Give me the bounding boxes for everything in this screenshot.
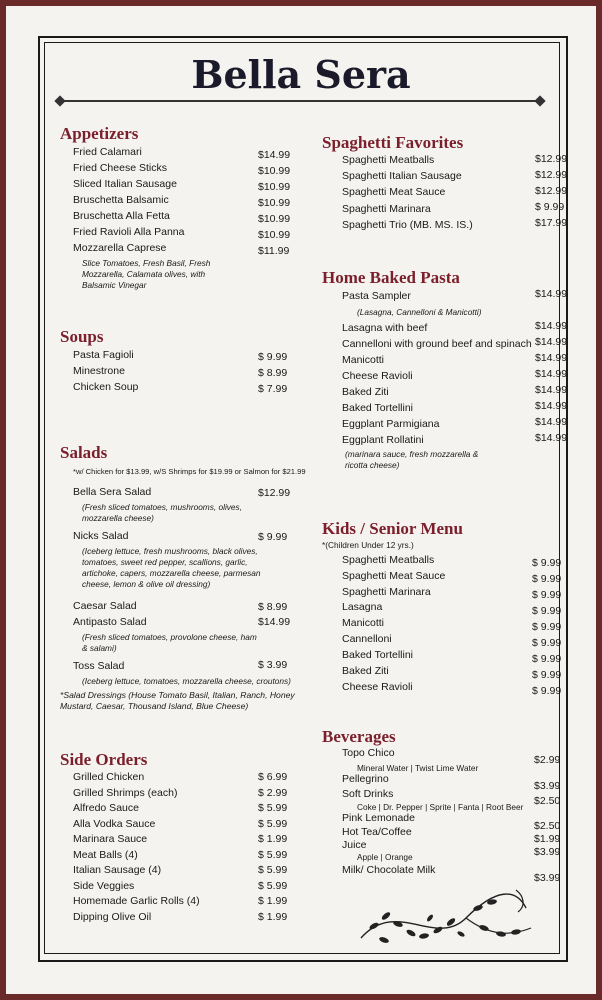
menu-item-name: Baked Tortellini (342, 402, 414, 414)
menu-item-price: $ 2.99 (258, 787, 288, 799)
menu-item-price: $ 9.99 (532, 589, 562, 601)
menu-item-name: Bella Sera Salad (73, 486, 152, 498)
menu-item-price: $10.99 (258, 197, 291, 209)
kids-age-note: *(Children Under 12 yrs.) (322, 540, 414, 550)
menu-item-name: Baked Ziti (342, 386, 389, 398)
menu-item-name: Spaghetti Marinara (342, 203, 431, 215)
menu-item-description: Mineral Water | Twist Lime Water (357, 763, 479, 773)
menu-item-price: $ 9.99 (532, 605, 562, 617)
menu-item-name: Minestrone (73, 365, 125, 377)
menu-item-price: $ 9.99 (258, 531, 288, 543)
section-heading-kids-senior-menu: Kids / Senior Menu (322, 519, 463, 538)
menu-item-name: Manicotti (342, 617, 385, 629)
menu-item-price: $14.99 (535, 384, 568, 396)
menu-item-price: $ 5.99 (258, 880, 288, 892)
menu-item-name: Spaghetti Meatballs (342, 154, 435, 166)
menu-item-name: Homemade Garlic Rolls (4) (73, 895, 200, 907)
menu-item-name: Caesar Salad (73, 600, 137, 612)
menu-item-name: Toss Salad (73, 660, 125, 672)
menu-item-name: Sliced Italian Sausage (73, 178, 177, 190)
menu-item-price: $14.99 (535, 432, 568, 444)
menu-item-price: $14.99 (535, 368, 568, 380)
section-heading-side-orders: Side Orders (60, 750, 148, 769)
menu-item-price: $ 6.99 (258, 771, 288, 783)
menu-item-name: Spaghetti Italian Sausage (342, 170, 462, 182)
menu-item-price: $ 9.99 (535, 201, 565, 213)
menu-item-price: $ 9.99 (258, 351, 288, 363)
menu-item-name: Hot Tea/Coffee (342, 826, 412, 838)
menu-item-description: Slice Tomatoes, Fresh Basil, Fresh Mozzarella, Calamata olives, with Balsamic Vinegar (82, 258, 211, 290)
menu-item-name: Spaghetti Marinara (342, 586, 431, 598)
menu-item-name: Alla Vodka Sauce (73, 818, 156, 830)
menu-item-price: $2.50 (534, 795, 561, 807)
salad-addon-note: *w/ Chicken for $13.99, w/S Shrimps for $19.99 or Salmon for $21.99 (73, 467, 306, 476)
menu-item-name: Manicotti (342, 354, 385, 366)
menu-item-name: Bruschetta Balsamic (73, 194, 169, 206)
menu-item-description: Apple | Orange (357, 852, 413, 862)
menu-item-name: Marinara Sauce (73, 833, 148, 845)
menu-item-price: $ 9.99 (532, 637, 562, 649)
menu-item-name: Mozzarella Caprese (73, 242, 167, 254)
menu-item-price: $ 3.99 (258, 659, 288, 671)
menu-item-price: $ 1.99 (258, 895, 288, 907)
menu-item-price: $ 9.99 (532, 621, 562, 633)
menu-item-price: $11.99 (258, 245, 290, 257)
menu-item-price: $ 8.99 (258, 367, 288, 379)
menu-item-name: Milk/ Chocolate Milk (342, 864, 436, 876)
menu-item-description: (Lasagna, Cannelloni & Manicotti) (357, 307, 482, 317)
menu-item-price: $12.99 (535, 169, 568, 181)
menu-item-price: $ 8.99 (258, 601, 288, 613)
title-divider (60, 100, 540, 102)
menu-item-price: $ 9.99 (532, 685, 562, 697)
menu-item-price: $14.99 (258, 616, 291, 628)
menu-item-name: Dipping Olive Oil (73, 911, 152, 923)
menu-item-description: Coke | Dr. Pepper | Sprite | Fanta | Root Beer (357, 802, 524, 812)
menu-item-name: Antipasto Salad (73, 616, 147, 628)
section-heading-salads: Salads (60, 443, 108, 462)
menu-item-name: Eggplant Rollatini (342, 434, 424, 446)
menu-item-price: $17.99 (535, 217, 568, 229)
menu-item-name: Side Veggies (73, 880, 135, 892)
menu-item-price: $12.99 (258, 487, 291, 499)
menu-item-name: Fried Ravioli Alla Panna (73, 226, 185, 238)
menu-item-price: $14.99 (258, 149, 291, 161)
menu-item-price: $ 9.99 (532, 653, 562, 665)
section-heading-spaghetti-favorites: Spaghetti Favorites (322, 133, 464, 152)
menu-item-name: Cannelloni with ground beef and spinach (342, 338, 532, 350)
menu-item-name: Italian Sausage (4) (73, 864, 162, 876)
menu-item-description: (Fresh sliced tomatoes, mushrooms, olives, mozzarella cheese) (82, 502, 242, 523)
decorative-vine-ornament (356, 878, 536, 958)
menu-item-price: $ 1.99 (258, 911, 288, 923)
menu-item-price: $3.99 (534, 846, 561, 858)
menu-item-name: Spaghetti Meatballs (342, 554, 435, 566)
menu-item-name: Pasta Fagioli (73, 349, 134, 361)
menu-item-price: $14.99 (535, 416, 568, 428)
menu-item-name: Spaghetti Meat Sauce (342, 186, 446, 198)
menu-item-price: $10.99 (258, 213, 291, 225)
menu-item-price: $2.99 (534, 754, 561, 766)
menu-item-description: (Fresh sliced tomatoes, provolone cheese, ham & salami) (82, 632, 257, 653)
menu-item-price: $3.99 (534, 780, 561, 792)
menu-item-name: Topo Chico (342, 747, 395, 759)
menu-item-price: $ 7.99 (258, 383, 288, 395)
menu-item-name: Chicken Soup (73, 381, 139, 393)
menu-item-price: $10.99 (258, 165, 291, 177)
menu-item-price: $12.99 (535, 153, 568, 165)
section-heading-appetizers: Appetizers (60, 124, 139, 143)
menu-item-name: Meat Balls (4) (73, 849, 138, 861)
menu-item-name: Fried Calamari (73, 146, 142, 158)
menu-item-name: Bruschetta Alla Fetta (73, 210, 170, 222)
menu-item-price: $ 1.99 (258, 833, 288, 845)
menu-item-description: (Iceberg lettuce, fresh mushrooms, black olives, tomatoes, sweet red pepper, scallions, garlic, artichoke, capers, mozzarella cheese, parmesan cheese, lemon & olive oil dressing) (82, 546, 261, 589)
menu-item-name: Lasagna with beef (342, 322, 428, 334)
menu-item-name: Baked Ziti (342, 665, 389, 677)
menu-item-price: $14.99 (535, 320, 568, 332)
menu-item-price: $ 5.99 (258, 818, 288, 830)
menu-item-price: $1.99 (534, 833, 561, 845)
section-heading-home-baked-pasta: Home Baked Pasta (322, 268, 460, 287)
menu-item-name: Grilled Chicken (73, 771, 145, 783)
menu-item-price: $ 5.99 (258, 849, 288, 861)
menu-item-price: $14.99 (535, 400, 568, 412)
menu-item-name: Pink Lemonade (342, 812, 415, 824)
menu-item-name: Cannelloni (342, 633, 392, 645)
menu-item-price: $3.99 (534, 872, 561, 884)
menu-item-price: $ 5.99 (258, 864, 288, 876)
restaurant-title: Bella Sera (191, 52, 411, 97)
menu-item-name: Soft Drinks (342, 788, 394, 800)
menu-item-name: Grilled Shrimps (each) (73, 787, 178, 799)
menu-item-price: $ 9.99 (532, 557, 562, 569)
menu-item-name: Nicks Salad (73, 530, 129, 542)
menu-item-name: Cheese Ravioli (342, 681, 413, 693)
menu-item-price: $ 9.99 (532, 573, 562, 585)
menu-item-name: Pellegrino (342, 773, 389, 785)
menu-item-price: $12.99 (535, 185, 568, 197)
menu-item-name: Juice (342, 839, 367, 851)
section-heading-beverages: Beverages (322, 727, 396, 746)
menu-item-name: Alfredo Sauce (73, 802, 139, 814)
menu-item-name: Cheese Ravioli (342, 370, 413, 382)
menu-item-price: $14.99 (535, 288, 568, 300)
salad-dressings-note: *Salad Dressings (House Tomato Basil, Italian, Ranch, Honey Mustard, Caesar, Thousand Island, Blue Cheese) (60, 690, 295, 711)
menu-item-price: $10.99 (258, 181, 291, 193)
menu-item-price: $ 5.99 (258, 802, 288, 814)
menu-item-name: Spaghetti Trio (MB. MS. IS.) (342, 219, 473, 231)
menu-item-description: (marinara sauce, fresh mozzarella & ricotta cheese) (345, 449, 479, 470)
menu-item-name: Fried Cheese Sticks (73, 162, 167, 174)
menu-item-price: $14.99 (535, 352, 568, 364)
menu-item-price: $14.99 (535, 336, 568, 348)
menu-item-name: Spaghetti Meat Sauce (342, 570, 446, 582)
menu-item-description: (Iceberg lettuce, tomatoes, mozzarella cheese, croutons) (82, 676, 291, 686)
section-heading-soups: Soups (60, 327, 104, 346)
menu-item-name: Pasta Sampler (342, 290, 411, 302)
menu-item-name: Lasagna (342, 601, 383, 613)
menu-item-name: Eggplant Parmigiana (342, 418, 440, 430)
menu-item-price: $2.50 (534, 820, 561, 832)
menu-item-price: $10.99 (258, 229, 291, 241)
menu-item-price: $ 9.99 (532, 669, 562, 681)
menu-item-name: Baked Tortellini (342, 649, 414, 661)
